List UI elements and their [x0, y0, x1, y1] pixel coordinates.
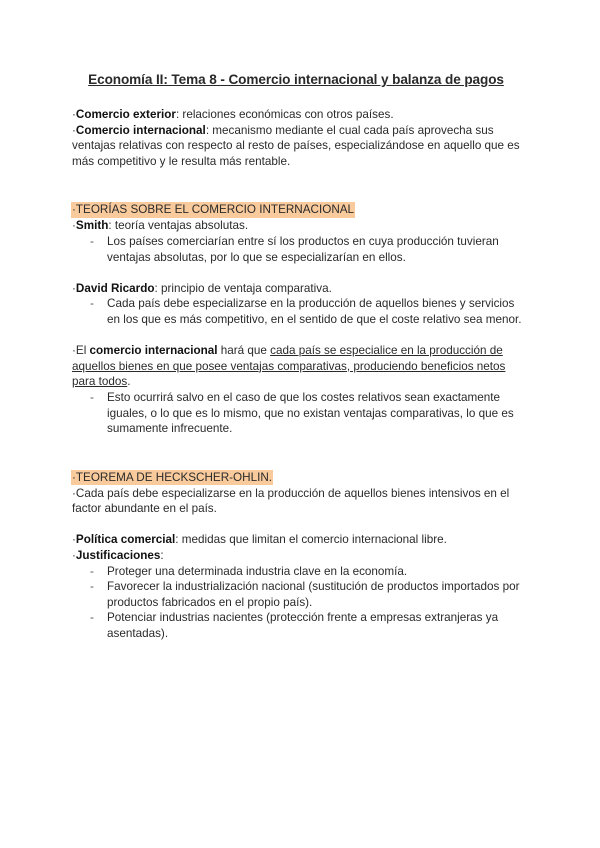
list-item: - Cada país debe especializarse en la producción de aquellos bienes y servicios en los que es más competitivo, en el sentido de que el coste relativo sea menor. — [107, 296, 528, 327]
list-item: - Esto ocurrirá salvo en el caso de que los costes relativos sean exactamente iguales, o lo que es lo mismo, que no existan ventajas comparativas, lo que es sumamente infrecuente. — [107, 390, 528, 437]
politica-text: : medidas que limitan el comercio internacional libre. — [175, 533, 447, 547]
list-item: - Potenciar industrias nacientes (protección frente a empresas extranjeras ya asentadas). — [107, 610, 528, 641]
list-item: - Los países comerciarían entre sí los productos en cuya producción tuvieran ventajas absolutas, por lo que se especializarían en ellos. — [107, 234, 528, 265]
ci-prefix: ·El — [72, 344, 90, 358]
ricardo-bullets — [72, 296, 528, 327]
ci-bullets — [72, 390, 528, 437]
term-comercio-internacional-2: comercio internacional — [89, 344, 218, 358]
just-text: : — [160, 549, 164, 563]
heckscher-ohlin-text: ·Cada país debe especializarse en la producción de aquellos bienes intensivos en el factor abundante en el país. — [72, 486, 510, 516]
term-david-ricardo: David Ricardo — [75, 281, 155, 295]
smith-bullets — [72, 234, 528, 265]
justificaciones-line: ·Justificaciones: — [72, 549, 164, 563]
term-comercio-internacional: Comercio internacional — [75, 123, 206, 137]
smith-text: : teoría ventajas absolutas. — [108, 219, 249, 233]
comercio-internacional-paragraph — [72, 343, 528, 390]
justificaciones-bullets — [72, 564, 528, 642]
list-item: - Favorecer la industrialización nacional (sustitución de productos importados por productos fabricados en el propio país). — [107, 579, 528, 610]
intro-line-2: ·Comercio internacional: mecanismo mediante el cual cada país aprovecha sus ventajas relativas con respecto al resto de países, especializándose en aquello que es más competitivo y le resulta más rentable. — [72, 123, 520, 168]
list-item: - Proteger una determinada industria clave en la economía. — [107, 564, 528, 580]
smith-line: ·Smith: teoría ventajas absolutas. — [72, 219, 249, 233]
section-heading-teorias: ·TEORÍAS SOBRE EL COMERCIO INTERNACIONAL — [72, 203, 355, 217]
term-comercio-exterior: Comercio exterior — [75, 108, 176, 121]
intro-line-1: ·Comercio exterior: relaciones económicas con otros países. — [72, 108, 394, 121]
ricardo-text: : principio de ventaja comparativa. — [154, 281, 332, 295]
ricardo-line: ·David Ricardo: principio de ventaja comparativa. — [72, 281, 332, 295]
document-page — [72, 72, 528, 642]
ci-end: . — [127, 375, 131, 389]
term-smith: Smith — [75, 219, 109, 233]
term-justificaciones: Justificaciones — [75, 549, 161, 563]
term-politica-comercial: Política comercial — [75, 533, 176, 547]
section-heading-heckscher-ohlin: ·TEOREMA DE HECKSCHER-OHLIN. — [72, 470, 273, 484]
politica-comercial-line: ·Política comercial: medidas que limitan el comercio internacional libre. — [72, 533, 447, 547]
ci-mid: hará que — [217, 344, 271, 358]
intro-text-1: : relaciones económicas con otros países. — [175, 108, 394, 121]
document-title: Economía II: Tema 8 - Comercio internacional y balanza de pagos — [88, 72, 504, 87]
ci-underlined: cada país se especialice en la producción de aquellos bienes en que posee ventajas comparativas, produciendo beneficios netos para todos — [72, 344, 506, 389]
intro-text-2: : mecanismo mediante el cual cada país aprovecha sus ventajas relativas con respecto al resto de países, especializándose en aquello que es más competitivo y le resulta más rentable. — [72, 123, 520, 168]
